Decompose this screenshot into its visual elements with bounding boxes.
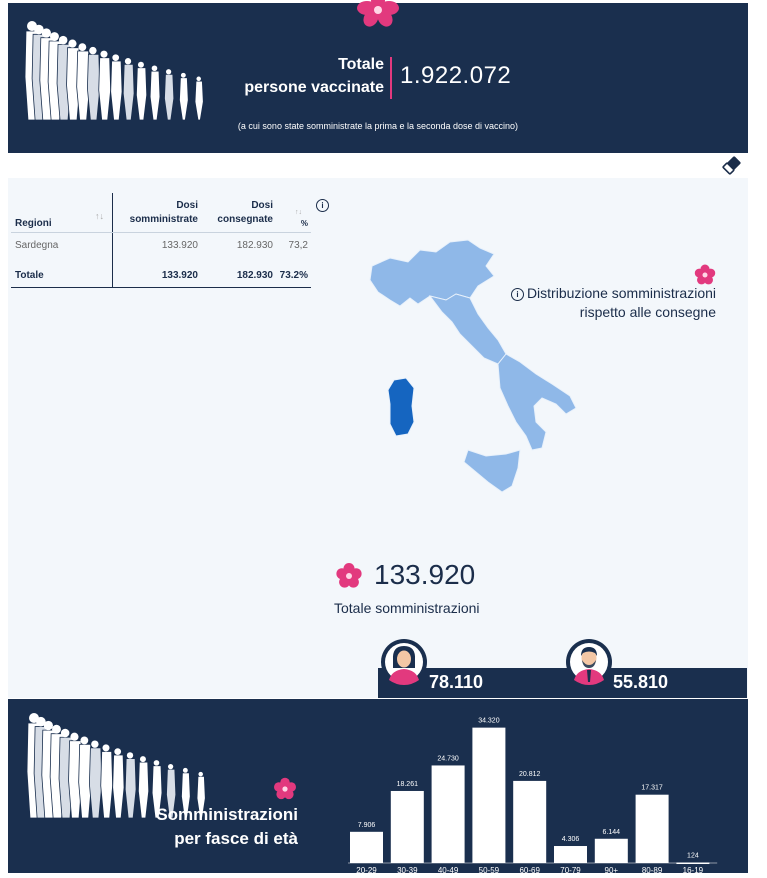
age-bar-value-label: 20.812 bbox=[518, 770, 541, 778]
age-bar-value-label: 7.906 bbox=[357, 821, 376, 829]
flower-icon bbox=[273, 777, 297, 806]
age-bar-value-label: 6.144 bbox=[602, 828, 621, 836]
total-row-delivered: 182.930 bbox=[236, 270, 273, 281]
age-bar[interactable] bbox=[350, 832, 383, 863]
map-caption-line2: rispetto alle consegne bbox=[579, 304, 716, 320]
person-silhouette bbox=[164, 69, 173, 120]
row-delivered: 182.930 bbox=[236, 240, 273, 251]
age-category-label: 40-49 bbox=[437, 866, 459, 873]
total-vaccinated-note: (a cui sono state somministrate la prima e la seconda dose di vaccino) bbox=[237, 121, 519, 131]
column-divider bbox=[112, 193, 113, 288]
row-percent: 73,2 bbox=[288, 240, 308, 251]
region-table bbox=[11, 193, 311, 293]
age-bar[interactable] bbox=[595, 839, 628, 863]
row-administered: 133.920 bbox=[161, 240, 198, 251]
table-bottom-border bbox=[11, 287, 311, 288]
female-administrations-value: 78.110 bbox=[429, 672, 484, 692]
person-silhouette bbox=[89, 740, 101, 818]
age-category-label: 16-19 bbox=[682, 866, 704, 873]
flower-icon bbox=[335, 562, 363, 595]
age-bar-value-label: 17.317 bbox=[641, 784, 663, 792]
header-separator bbox=[11, 232, 311, 233]
age-bar-value-label: 124 bbox=[687, 852, 699, 860]
age-bar-value-label: 18.261 bbox=[396, 780, 419, 788]
column-header-delivered-line2: consegnate bbox=[217, 214, 273, 225]
column-header-administered[interactable] bbox=[121, 199, 198, 227]
total-row-percent: 73.2% bbox=[279, 270, 308, 281]
age-category-label: 70-79 bbox=[560, 866, 581, 873]
male-administrations-value: 55.810 bbox=[613, 672, 669, 692]
age-bar-chart bbox=[340, 705, 740, 878]
age-bar[interactable] bbox=[472, 728, 505, 863]
person-silhouette bbox=[123, 58, 134, 120]
row-region: Sardegna bbox=[15, 240, 59, 251]
total-row-administered: 133.920 bbox=[161, 270, 198, 281]
age-category-label: 20-29 bbox=[356, 866, 377, 873]
age-bar[interactable] bbox=[432, 765, 465, 863]
total-administrations-value: 133.920 bbox=[374, 559, 476, 590]
female-avatar-icon bbox=[380, 636, 428, 693]
total-vaccinated-value: 1.922.072 bbox=[400, 62, 512, 89]
age-category-label: 30-39 bbox=[397, 866, 418, 873]
divider bbox=[390, 57, 392, 99]
person-silhouette bbox=[111, 54, 122, 120]
column-header-administered-line1: Dosi bbox=[176, 200, 198, 211]
total-label-line2: persone vaccinate bbox=[244, 79, 384, 96]
age-bar[interactable] bbox=[391, 791, 424, 863]
age-bar[interactable] bbox=[554, 846, 587, 863]
sort-icon[interactable]: ↑↓ bbox=[95, 211, 104, 221]
crowd-illustration bbox=[20, 20, 210, 125]
column-header-delivered-line1: Dosi bbox=[251, 200, 273, 211]
age-category-label: 60-69 bbox=[519, 866, 540, 873]
info-icon[interactable]: i bbox=[511, 288, 524, 301]
total-label-line1: Totale bbox=[338, 56, 384, 73]
column-header-delivered[interactable] bbox=[211, 199, 273, 227]
person-silhouette bbox=[87, 47, 99, 120]
age-category-label: 80-89 bbox=[641, 866, 663, 873]
age-category-label: 90+ bbox=[604, 866, 619, 873]
age-category-label: 50-59 bbox=[478, 866, 500, 873]
column-header-percent[interactable]: % bbox=[300, 219, 308, 228]
total-administrations-label: Totale somministrazioni bbox=[334, 600, 480, 616]
italy-map[interactable] bbox=[360, 236, 590, 501]
male-avatar-icon bbox=[565, 636, 613, 693]
person-silhouette bbox=[99, 51, 111, 120]
column-header-administered-line2: somministrate bbox=[129, 214, 198, 225]
person-silhouette bbox=[101, 744, 113, 818]
person-silhouette bbox=[179, 73, 188, 120]
age-bar-value-label: 24.730 bbox=[437, 755, 459, 763]
age-bar-value-label: 4.306 bbox=[561, 836, 580, 844]
total-vaccinated-label bbox=[236, 53, 384, 99]
map-caption-line1: Distribuzione somministrazioni bbox=[526, 285, 716, 301]
info-icon[interactable]: i bbox=[316, 199, 329, 212]
person-silhouette bbox=[136, 62, 146, 120]
total-row-label: Totale bbox=[15, 270, 44, 281]
age-bar-value-label: 34.320 bbox=[478, 717, 500, 725]
age-bar[interactable] bbox=[636, 795, 669, 863]
age-title-line1: Somministrazioni bbox=[156, 805, 298, 824]
age-section-title bbox=[120, 803, 298, 851]
map-caption bbox=[490, 284, 716, 322]
flower-icon bbox=[352, 0, 404, 33]
sort-icon[interactable]: ↑↓ bbox=[295, 209, 302, 216]
map-region-south bbox=[498, 354, 576, 450]
age-bar[interactable] bbox=[513, 781, 546, 863]
eraser-icon[interactable] bbox=[721, 154, 743, 181]
map-region-sicily bbox=[464, 450, 520, 492]
column-header-regions[interactable]: Regioni bbox=[15, 218, 52, 229]
person-silhouette bbox=[195, 77, 203, 120]
map-region-sardinia bbox=[388, 378, 414, 436]
age-title-line2: per fasce di età bbox=[174, 829, 298, 848]
person-silhouette bbox=[150, 65, 160, 120]
